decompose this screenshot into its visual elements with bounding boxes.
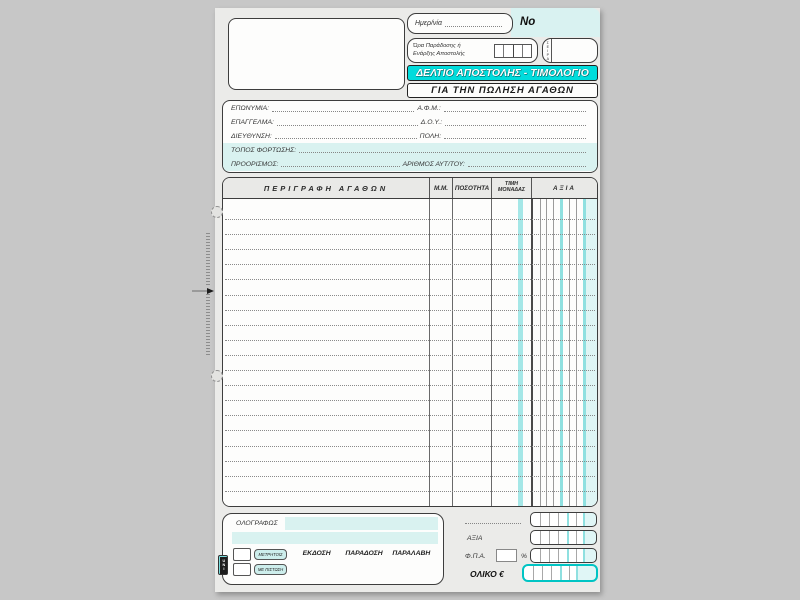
city-label: ΠΟΛΗ: <box>419 132 442 140</box>
table-row <box>225 220 595 235</box>
credit-checkbox <box>233 563 251 576</box>
series-tab <box>543 39 552 62</box>
dotted-line <box>281 159 399 167</box>
form-title-banner <box>407 65 598 81</box>
form-title: ΔΕΛΤΙΟ ΑΠΟΣΤΟΛΗΣ - ΤΙΜΟΛΟΓΙΟ <box>416 67 589 79</box>
loading-place-label: ΤΟΠΟΣ ΦΟΡΤΩΣΗΣ: <box>231 146 297 154</box>
arrow-shaft <box>192 290 207 292</box>
goods-table <box>222 177 598 507</box>
dotted-line <box>468 159 586 167</box>
col-header-value: ΑΞΙΑ <box>531 178 597 198</box>
dotted-line <box>272 104 414 112</box>
table-row <box>225 326 595 341</box>
col-header-quantity: ΠΟΣΟΤΗΤΑ <box>452 178 491 198</box>
date-dotted-line <box>445 19 502 27</box>
time-cell <box>523 45 531 57</box>
copy-arrow-icon <box>192 288 214 294</box>
table-row <box>225 205 595 220</box>
table-row <box>225 447 595 462</box>
table-row <box>225 341 595 356</box>
vat-number-label: Α.Φ.Μ.: <box>417 105 441 113</box>
grand-total-label: ΟΛΙΚΟ € <box>470 569 504 579</box>
series-label: ΣΕΙΡΑ <box>545 40 550 61</box>
brand-name: UNI <box>221 559 226 571</box>
table-row <box>225 296 595 311</box>
party-row-address <box>223 130 597 144</box>
delivery-time-label-line1: Ώρα Παράδοσης ή <box>413 43 461 50</box>
punch-hole <box>211 370 223 382</box>
delivery-time-label-line2: Ενάρξης Αποστολής <box>413 50 466 57</box>
grand-total-box <box>522 564 598 582</box>
vat-percent-entry-box <box>496 549 517 562</box>
credit-option-text: ΜΕ ΠΙΣΤΩΣΗ <box>257 567 284 572</box>
dotted-line <box>444 131 586 139</box>
profession-label: ΕΠΑΓΓΕΛΜΑ: <box>231 119 274 127</box>
dotted-line <box>299 145 586 153</box>
table-row <box>225 492 595 506</box>
table-row <box>225 356 595 371</box>
form-subtitle: ΓΙΑ ΤΗΝ ΠΩΛΗΣΗ ΑΓΑΘΩΝ <box>431 85 574 96</box>
date-field <box>407 13 513 34</box>
vehicle-number-label: ΑΡΙΘΜΟΣ ΑΥΤ/ΤΟΥ: <box>402 160 465 168</box>
tax-office-label: Δ.Ο.Υ.: <box>420 119 443 127</box>
address-label: ΔΙΕΥΘΥΝΣΗ: <box>231 132 272 140</box>
value-total-box <box>530 530 597 545</box>
brand-badge <box>218 555 228 575</box>
delivery-header: ΠΑΡΑΔΟΣΗ <box>345 550 383 557</box>
delivery-time-field <box>407 38 538 63</box>
table-row <box>225 311 595 326</box>
party-row-profession <box>223 116 597 130</box>
party-row-destination <box>223 157 597 171</box>
cash-option-text: ΜΕΤΡΗΤΟΙΣ <box>258 552 283 557</box>
table-row <box>225 477 595 492</box>
party-row-loading-place <box>223 143 597 157</box>
dotted-line <box>277 118 418 126</box>
table-row <box>225 280 595 295</box>
blank-total-dotted-label <box>465 523 521 524</box>
table-row <box>225 462 595 477</box>
receipt-header: ΠΑΡΑΛΑΒΗ <box>392 550 431 557</box>
destination-label: ΠΡΟΟΡΙΣΜΟΣ: <box>231 160 279 168</box>
table-row <box>225 386 595 401</box>
form-sheet <box>215 8 600 592</box>
col-header-description: ΠΕΡΙΓΡΑΦΗ ΑΓΑΘΩΝ <box>263 183 389 193</box>
cash-option-label <box>254 549 287 560</box>
party-info-box <box>222 100 598 173</box>
in-words-label: ΟΛΟΓΡΑΦΩΣ <box>236 520 278 527</box>
date-label: Ημερ/νία <box>415 20 442 27</box>
credit-option-label <box>254 564 287 575</box>
in-words-strip <box>285 517 438 530</box>
table-row <box>225 431 595 446</box>
name-label: ΕΠΩΝΥΜΙΑ: <box>231 105 270 113</box>
number-label: No <box>520 16 536 28</box>
vat-total-box <box>530 548 597 563</box>
table-row <box>225 235 595 250</box>
form-subtitle-bar <box>407 83 598 98</box>
party-row-name <box>223 102 597 116</box>
table-row <box>225 416 595 431</box>
goods-table-body <box>223 199 597 506</box>
in-words-strip <box>232 532 438 544</box>
spine-microtext <box>206 231 210 285</box>
vat-label: Φ.Π.Α. <box>465 553 486 560</box>
brand-badge-inner <box>220 557 227 574</box>
col-header-unit: Μ.Μ. <box>429 178 452 198</box>
cash-checkbox <box>233 548 251 561</box>
time-entry-cells <box>494 44 532 58</box>
value-total-label: ΑΞΙΑ <box>467 535 483 542</box>
col-header-unit-price: ΤΙΜΗ ΜΟΝΑΔΑΣ <box>491 178 531 198</box>
dotted-line <box>275 131 417 139</box>
punch-hole <box>211 206 223 218</box>
delivery-time-label <box>413 43 494 57</box>
table-body <box>223 199 597 506</box>
series-field <box>542 38 598 63</box>
dotted-line <box>444 104 586 112</box>
time-cell <box>504 45 513 57</box>
table-row <box>225 401 595 416</box>
table-row <box>225 371 595 386</box>
table-row <box>225 250 595 265</box>
signature-headers <box>293 550 435 557</box>
goods-table-header <box>223 178 597 199</box>
company-stamp-box <box>228 18 405 90</box>
time-cell <box>495 45 504 57</box>
percent-sign: % <box>521 553 528 560</box>
issue-header: ΕΚΔΟΣΗ <box>302 550 331 557</box>
table-row <box>225 265 595 280</box>
dotted-line <box>445 118 586 126</box>
spine-microtext <box>206 293 210 355</box>
blank-total-box <box>530 512 597 527</box>
time-cell <box>514 45 523 57</box>
signature-box <box>222 513 444 585</box>
